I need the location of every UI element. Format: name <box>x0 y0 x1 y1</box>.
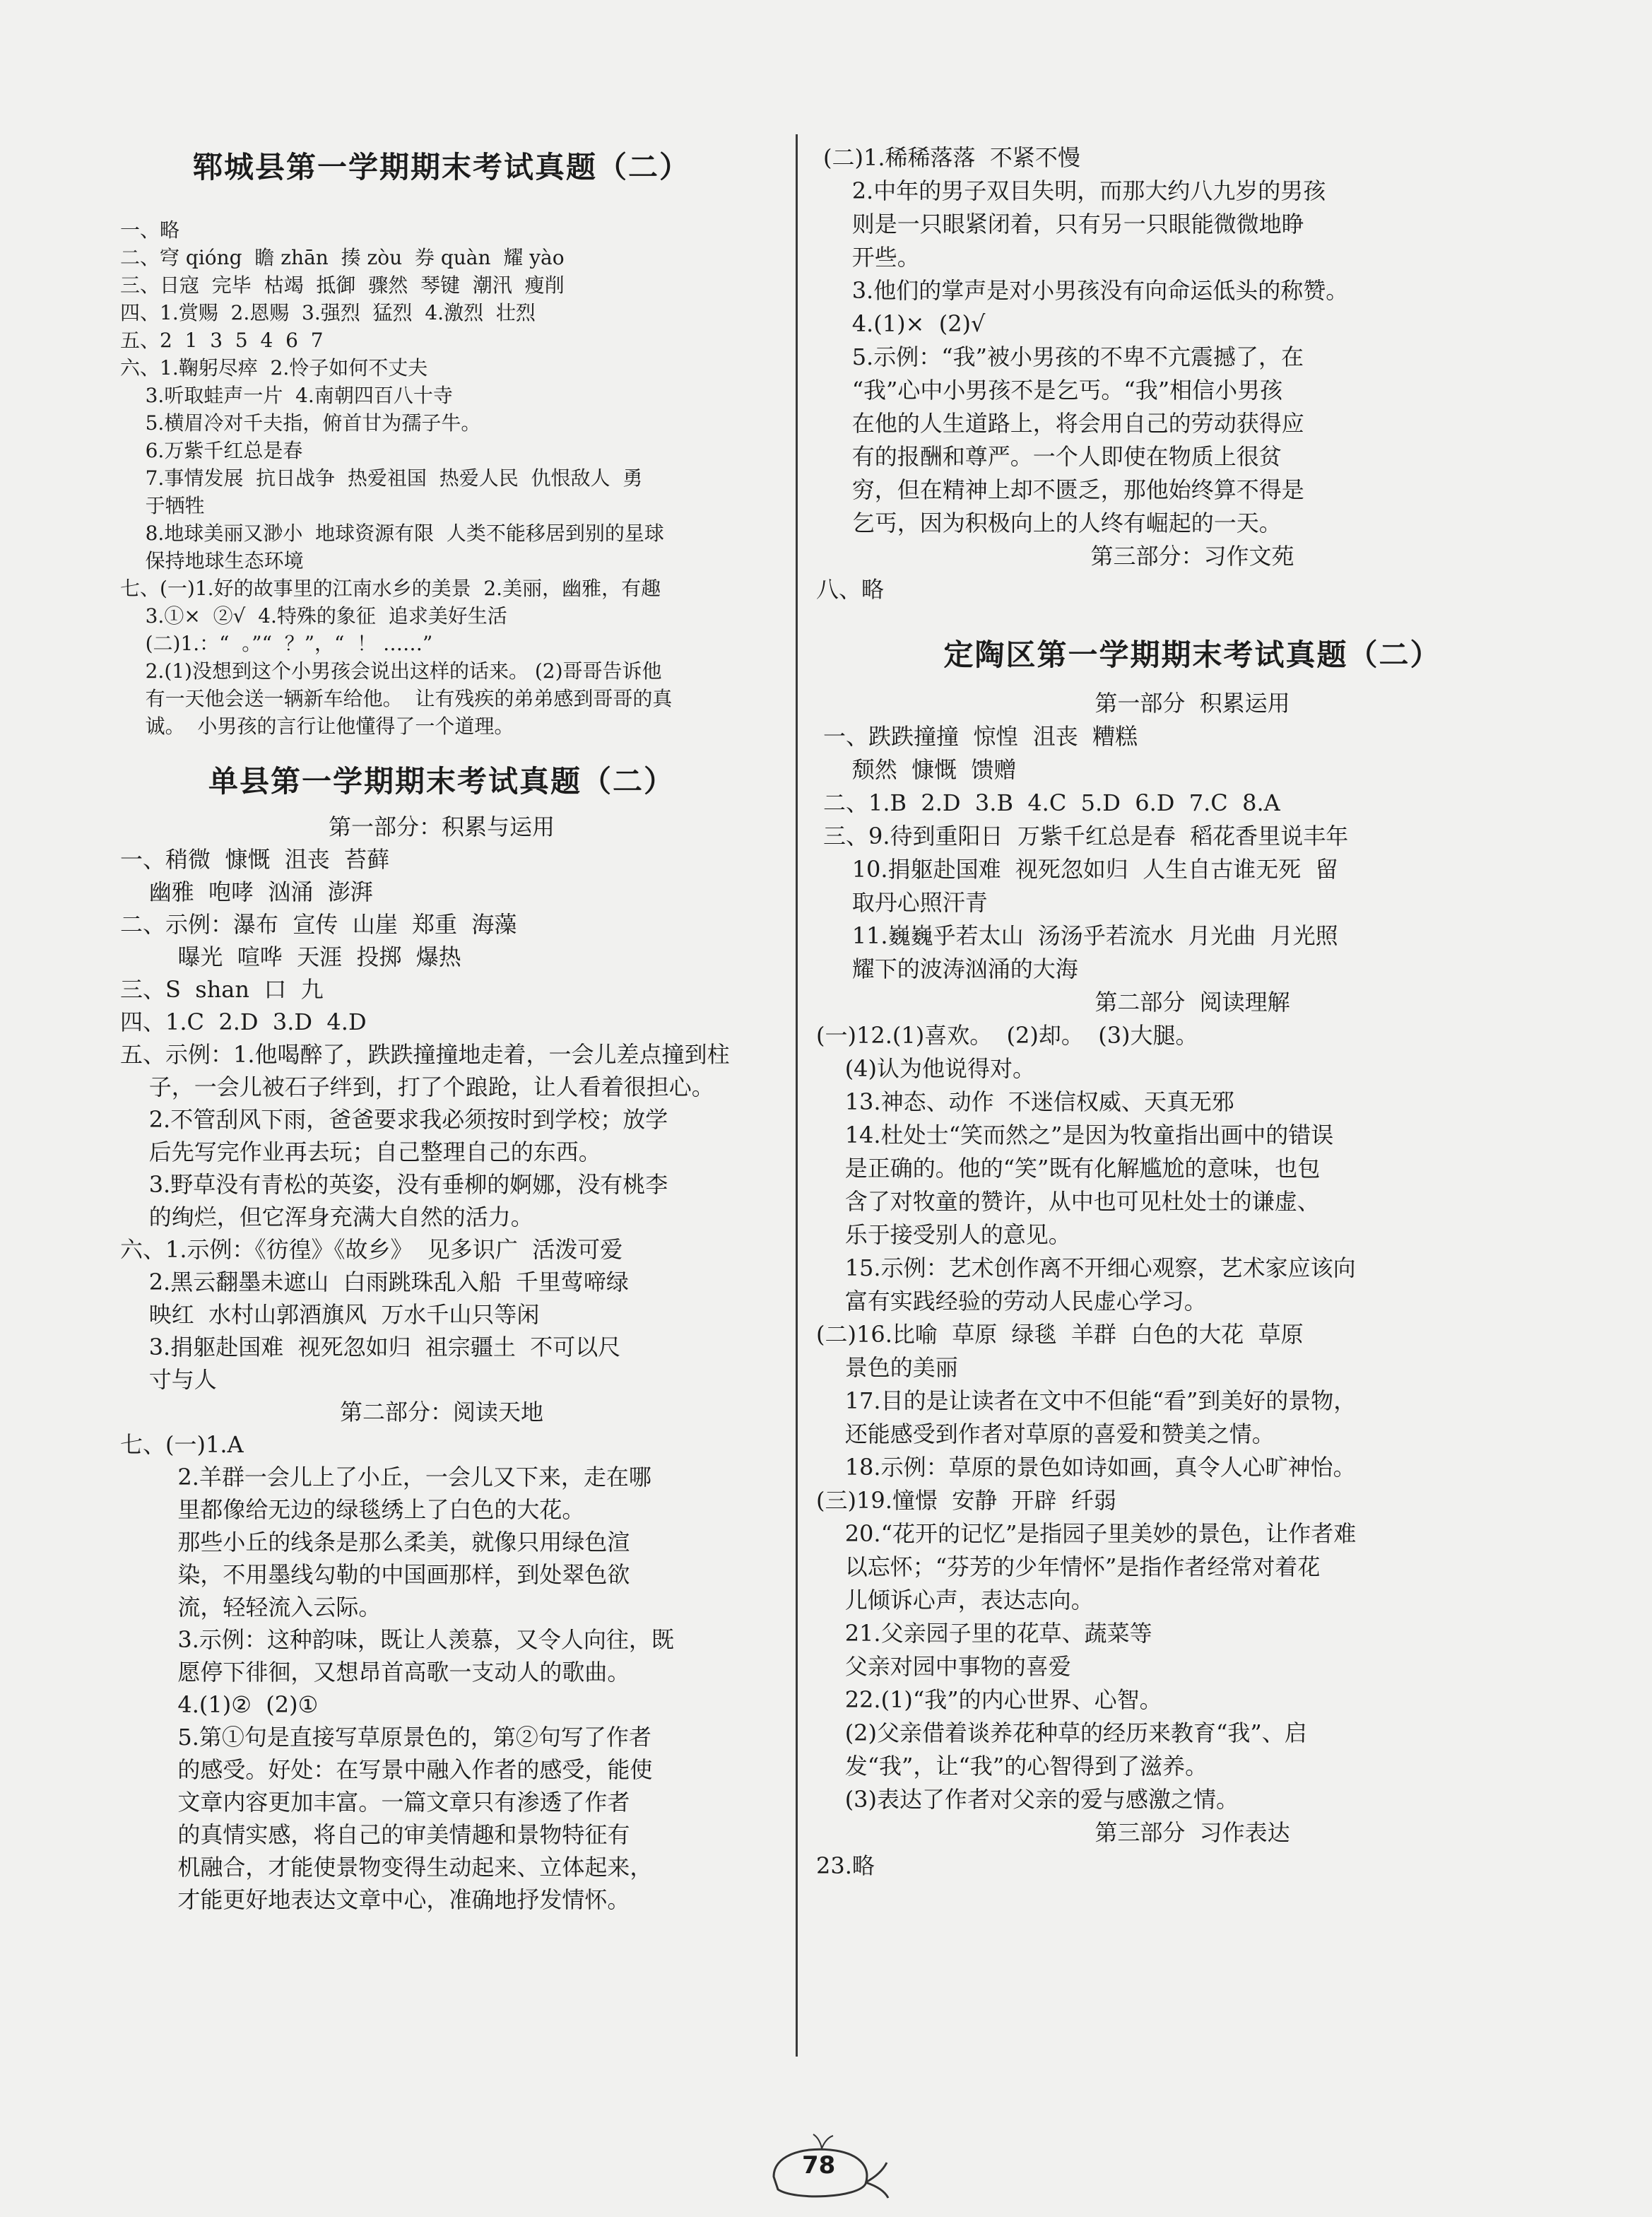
answer-line: 保持地球生态环境 <box>120 549 304 572</box>
part-title: 第一部分 积累运用 <box>1095 690 1290 717</box>
answer-line: 六、1.鞠躬尽瘁 2.怜子如何不丈夫 <box>120 356 428 380</box>
answer-line: 七、(一)1.好的故事里的江南水乡的美景 2.美丽，幽雅，有趣 <box>120 577 661 600</box>
answer-line: 4.(1)② (2)① <box>120 1691 319 1718</box>
answer-line: 3.野草没有青松的英姿，没有垂柳的婀娜，没有桃李 <box>120 1171 668 1198</box>
answer-line: 乞丐，因为积极向上的人终有崛起的一天。 <box>823 510 1282 536</box>
answer-line: 穷，但在精神上却不匮乏，那他始终算不得是 <box>823 476 1304 503</box>
answer-line: 3.示例：这种韵味，既让人羡慕，又令人向往，既 <box>120 1626 674 1653</box>
answer-line: 18.示例：草原的景色如诗如画，真令人心旷神怡。 <box>816 1454 1356 1481</box>
answer-line: 一、稍微 慷慨 沮丧 苔藓 <box>120 846 390 873</box>
answer-line: 机融合，才能使景物变得生动起来、立体起来， <box>120 1854 653 1881</box>
answer-line: “我”心中小男孩不是乞丐。“我”相信小男孩 <box>823 377 1283 404</box>
answer-line: 映红 水村山郭酒旗风 万水千山只等闲 <box>120 1301 540 1328</box>
answer-line: 的真情实感，将自己的审美情趣和景物特征有 <box>120 1821 630 1848</box>
answer-list <box>823 720 1562 986</box>
answer-line: 耀下的波涛汹涌的大海 <box>823 955 1078 982</box>
answer-line: (二)1.稀稀落落 不紧不慢 <box>823 144 1080 171</box>
answer-line: 21.父亲园子里的花草、蔬菜等 <box>816 1620 1152 1647</box>
answer-line: (3)表达了作者对父亲的爱与感激之情。 <box>816 1786 1239 1813</box>
answer-line: 乐于接受别人的意见。 <box>816 1221 1071 1248</box>
answer-line: 是正确的。他的“笑”既有化解尴尬的意味，也包 <box>816 1155 1321 1182</box>
answer-line: 3.①× ②√ 4.特殊的象征 追求美好生活 <box>120 604 507 628</box>
answer-line: 4.(1)× (2)√ <box>823 310 986 337</box>
answer-line: 二、穹 qióng 瞻 zhān 揍 zòu 券 quàn 耀 yào <box>120 246 565 269</box>
answer-line: 文章内容更加丰富。一篇文章只有渗透了作者 <box>120 1789 630 1816</box>
part-title: 第二部分：阅读天地 <box>339 1399 543 1425</box>
answer-line: 在他的人生道路上，将会用自己的劳动获得应 <box>823 410 1304 437</box>
answer-list <box>120 843 763 1396</box>
answer-list <box>816 1019 1562 1816</box>
answer-line: 儿倾诉心声，表达志向。 <box>816 1587 1094 1613</box>
answer-line: 曝光 喧哗 天涯 投掷 爆热 <box>120 943 461 970</box>
answer-line: 11.巍巍乎若太山 汤汤乎若流水 月光曲 月光照 <box>823 922 1338 949</box>
answer-line: 流，轻轻流入云际。 <box>120 1594 382 1621</box>
answer-line: 8.地球美丽又渺小 地球资源有限 人类不能移居到别的星球 <box>120 522 664 545</box>
section-title: 单县第一学期期末考试真题（二） <box>208 764 675 799</box>
answer-line: 父亲对园中事物的喜爱 <box>816 1653 1071 1680</box>
answer-line: (二)1.：“ 。”“ ？”，“ ！ ……” <box>120 632 433 655</box>
answer-line: 颓然 慷慨 馈赠 <box>823 756 1017 783</box>
answer-line: 17.目的是让读者在文中不但能“看”到美好的景物， <box>816 1387 1357 1414</box>
right-column <box>816 141 1562 1883</box>
answer-list <box>120 1428 763 1916</box>
column-divider <box>796 134 798 2057</box>
answer-line: 二、示例：瀑布 宣传 山崖 郑重 海藻 <box>120 911 517 938</box>
answer-line: 5.第①句是直接写草原景色的，第②句写了作者 <box>120 1724 651 1751</box>
answer-line: 含了对牧童的赞许，从中也可见杜处士的谦虚、 <box>816 1188 1320 1215</box>
answer-line: 七、(一)1.A <box>120 1431 244 1458</box>
answer-line: 22.(1)“我”的内心世界、心智。 <box>816 1686 1162 1713</box>
answer-line: 四、1.赏赐 2.恩赐 3.强烈 猛烈 4.激烈 壮烈 <box>120 301 536 324</box>
answer-line: 23.略 <box>816 1852 875 1879</box>
answer-line: 子，一会儿被石子绊到，打了个踉跄，让人看着很担心。 <box>120 1074 714 1100</box>
part-title: 第二部分 阅读理解 <box>1095 989 1290 1016</box>
answer-line: 发“我”，让“我”的心智得到了滋养。 <box>816 1753 1208 1780</box>
answer-line: 10.捐躯赴国难 视死忽如归 人生自古谁无死 留 <box>823 856 1338 883</box>
answer-line: 四、1.C 2.D 3.D 4.D <box>120 1008 367 1035</box>
answer-line: 诚。 小男孩的言行让他懂得了一个道理。 <box>120 715 514 738</box>
answer-line: 三、S shan 口 九 <box>120 976 324 1003</box>
answer-line: 后先写完作业再去玩；自己整理自己的东西。 <box>120 1139 601 1165</box>
left-column <box>120 141 763 1916</box>
answer-line: 以忘怀；“芬芳的少年情怀”是指作者经常对着花 <box>816 1553 1321 1580</box>
answer-line: 二、1.B 2.D 3.B 4.C 5.D 6.D 7.C 8.A <box>823 789 1280 816</box>
answer-line: 于牺牲 <box>120 494 205 517</box>
answer-line: 则是一只眼紧闭着，只有另一只眼能微微地睁 <box>823 211 1304 237</box>
answer-line: 2.不管刮风下雨，爸爸要求我必须按时到学校；放学 <box>120 1106 668 1133</box>
answer-line: 六、1.示例：《彷徨》《故乡》 见多识广 活泼可爱 <box>120 1236 623 1263</box>
answer-line: 有的报酬和尊严。一个人即使在物质上很贫 <box>823 443 1282 470</box>
answer-line: 景色的美丽 <box>816 1354 958 1381</box>
answer-line: 富有实践经验的劳动人民虚心学习。 <box>816 1288 1207 1315</box>
answer-line: 3.他们的掌声是对小男孩没有向命运低头的称赞。 <box>823 277 1349 304</box>
answer-line: 13.神态、动作 不迷信权威、天真无邪 <box>816 1088 1234 1115</box>
answer-line: 2.黑云翻墨未遮山 白雨跳珠乱入船 千里莺啼绿 <box>120 1269 629 1295</box>
answer-line: 5.横眉冷对千夫指，俯首甘为孺子牛。 <box>120 411 481 435</box>
section-title: 郓城县第一学期期末考试真题（二） <box>192 150 690 184</box>
answer-line: 五、2 1 3 5 4 6 7 <box>120 329 324 352</box>
answer-list <box>823 141 1562 540</box>
answer-line: 开些。 <box>823 244 920 271</box>
answer-line: 一、略 <box>120 218 180 242</box>
answer-line: 7.事情发展 抗日战争 热爱祖国 热爱人民 仇恨敌人 勇 <box>120 466 643 490</box>
page-number-badge <box>753 2127 894 2205</box>
answer-line: 三、日寇 完毕 枯竭 抵御 骤然 琴键 潮汛 瘦削 <box>120 274 565 297</box>
answer-line: 八、略 <box>816 576 885 603</box>
answer-line: 2.(1)没想到这个小男孩会说出这样的话来。 (2)哥哥告诉他 <box>120 659 662 683</box>
answer-line: 五、示例：1.他喝醉了，跌跌撞撞地走着，一会儿差点撞到柱 <box>120 1041 730 1068</box>
answer-line: 才能更好地表达文章中心，准确地抒发情怀。 <box>120 1886 630 1913</box>
answer-line: 寸与人 <box>120 1366 217 1393</box>
part-title: 第一部分：积累与运用 <box>328 813 555 840</box>
answer-line: 三、9.待到重阳日 万紫千红总是春 稻花香里说丰年 <box>823 823 1349 849</box>
answer-line: 的感受。好处：在写景中融入作者的感受，能使 <box>120 1756 653 1783</box>
answer-line: 15.示例：艺术创作离不开细心观察，艺术家应该向 <box>816 1254 1356 1281</box>
answer-line: (4)认为他说得对。 <box>816 1055 1036 1082</box>
section-title: 定陶区第一学期期末考试真题（二） <box>943 637 1441 672</box>
answer-line: 愿停下徘徊，又想昂首高歌一支动人的歌曲。 <box>120 1659 630 1686</box>
answer-line: 取丹心照汗青 <box>823 889 988 916</box>
answer-line: 3.捐躯赴国难 视死忽如归 祖宗疆土 不可以尺 <box>120 1334 621 1360</box>
answer-line: 那些小丘的线条是那么柔美，就像只用绿色渲 <box>120 1529 630 1556</box>
answer-list <box>120 216 763 740</box>
answer-line: 幽雅 咆哮 汹涌 澎湃 <box>120 878 373 905</box>
answer-line: (一)12.(1)喜欢。 (2)却。 (3)大腿。 <box>816 1022 1198 1049</box>
answer-line: 6.万紫千红总是春 <box>120 439 303 462</box>
answer-line: 染，不用墨线勾勒的中国画那样，到处翠色欲 <box>120 1561 630 1588</box>
part-title: 第三部分 习作表达 <box>1095 1819 1290 1846</box>
answer-line: 里都像给无边的绿毯绣上了白色的大花。 <box>120 1496 585 1523</box>
answer-line: (三)19.憧憬 安静 开辟 纤弱 <box>816 1487 1116 1514</box>
answer-line: 14.杜处士“笑而然之”是因为牧童指出画中的错误 <box>816 1122 1334 1148</box>
answer-line: (二)16.比喻 草原 绿毯 羊群 白色的大花 草原 <box>816 1321 1304 1348</box>
page-number: 78 <box>802 2151 836 2180</box>
answer-line: 20.“花开的记忆”是指园子里美妙的景色，让作者难 <box>816 1520 1357 1547</box>
answer-line: 有一天他会送一辆新车给他。 让有残疾的弟弟感到哥哥的真 <box>120 687 673 710</box>
answer-line: 3.听取蛙声一片 4.南朝四百八十寺 <box>120 384 453 407</box>
answer-line: 的绚烂，但它浑身充满大自然的活力。 <box>120 1204 533 1230</box>
answer-line: 5.示例：“我”被小男孩的不卑不亢震撼了，在 <box>823 343 1304 370</box>
answer-line: 还能感受到作者对草原的喜爱和赞美之情。 <box>816 1421 1275 1447</box>
answer-line: 2.中年的男子双目失明，而那大约八九岁的男孩 <box>823 177 1326 204</box>
answer-line: (2)父亲借着谈养花种草的经历来教育“我”、启 <box>816 1719 1307 1746</box>
part-title: 第三部分：习作文苑 <box>1090 543 1294 570</box>
answer-line: 2.羊群一会儿上了小丘，一会儿又下来，走在哪 <box>120 1464 651 1490</box>
answer-line: 一、跌跌撞撞 惊惶 沮丧 糟糕 <box>823 723 1138 750</box>
